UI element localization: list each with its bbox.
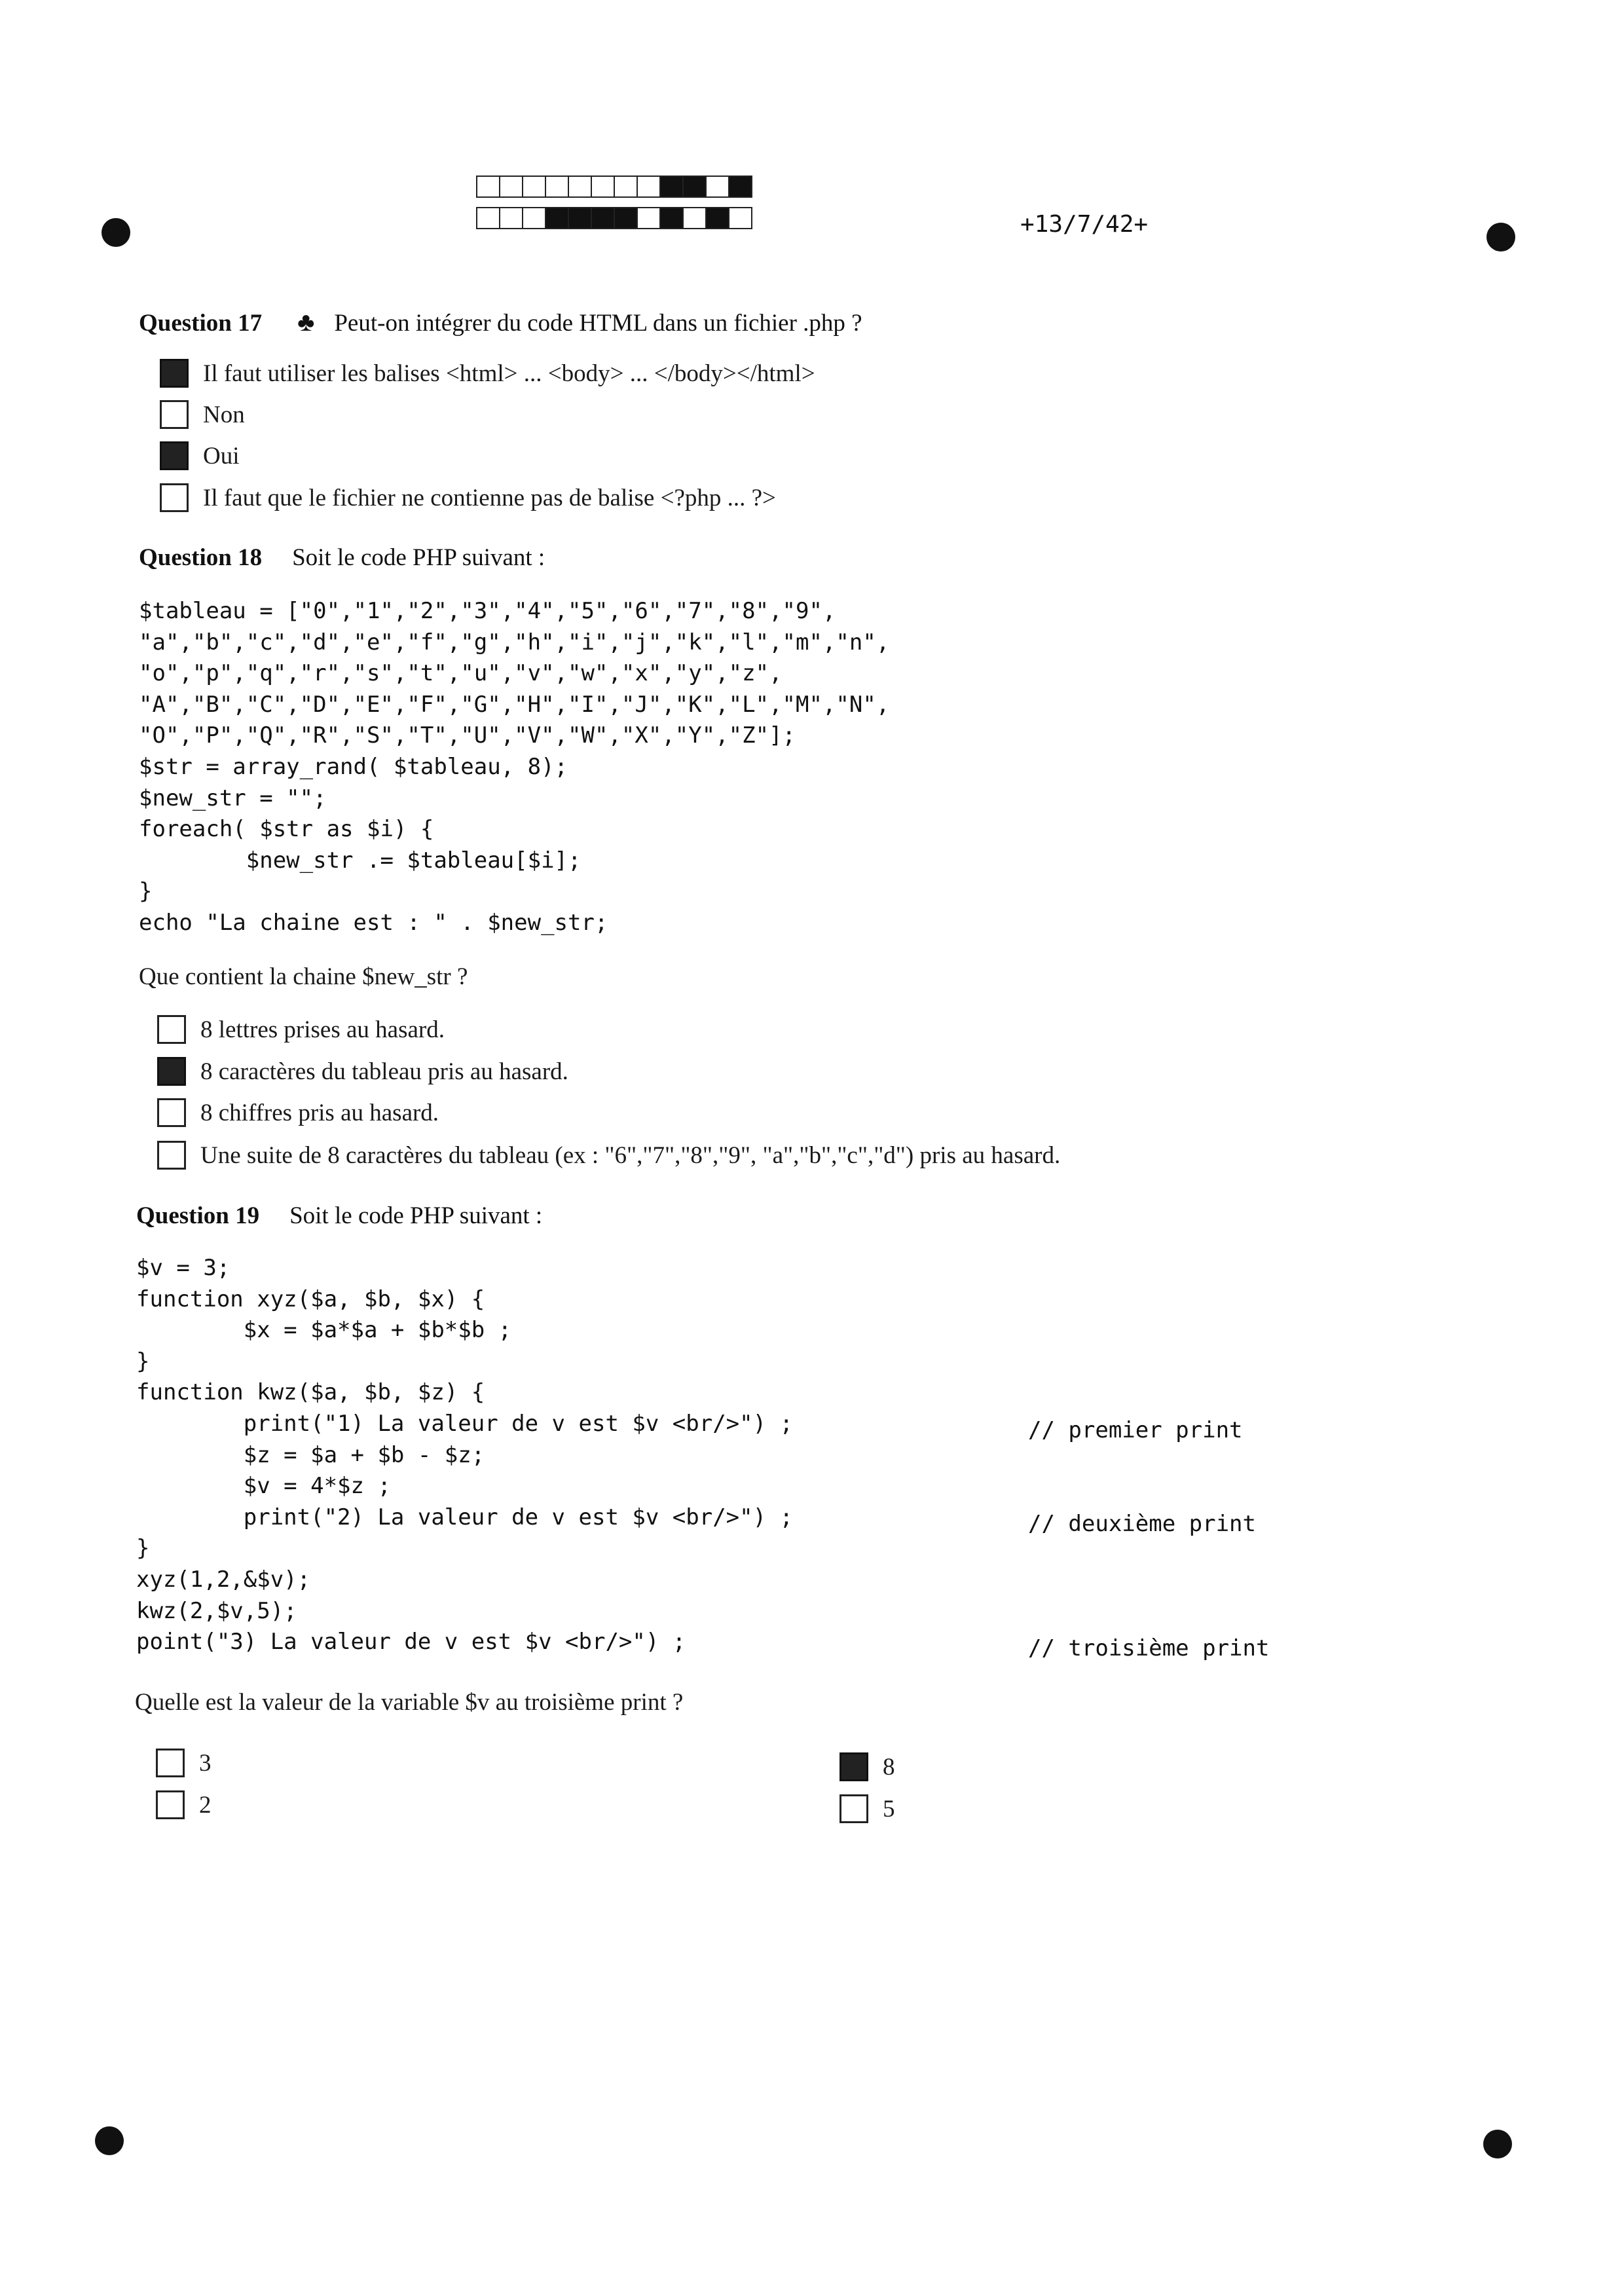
- id-bar-cell: [705, 207, 729, 229]
- q18-code-block: $tableau = ["0","1","2","3","4","5","6","7","8","9", "a","b","c","d","e","f","g","h","i","j","k","l","m","n", "o","p","q","r","s","t","u","v","w","x","y","z", "A","B","C","D","E","F","G","H","I","J","K","L","M","N", "O","P","Q","R","S","T","U","V","W","X","Y","Z"]; $str = array_rand( $tableau, 8); $new_str = ""; foreach( $str as $i) { $new_str .= $tableau[$i]; } echo "La chaine est : " . $new_str;: [139, 598, 890, 936]
- registration-mark-bottom-right: [1483, 2130, 1512, 2158]
- q19-option-2[interactable]: [156, 1790, 212, 1819]
- option-label: 8 chiffres pris au hasard.: [200, 1099, 439, 1126]
- q17-option-1[interactable]: [160, 359, 815, 388]
- id-bar-bottom: [476, 207, 751, 229]
- id-bar-cell: [705, 176, 729, 198]
- checkbox[interactable]: [156, 1749, 185, 1777]
- id-bar-cell: [499, 176, 523, 198]
- q18-option-2[interactable]: [157, 1057, 568, 1086]
- id-bar-cell: [728, 176, 752, 198]
- question-number: Question 17: [139, 310, 263, 337]
- option-label: Il faut que le fichier ne contienne pas de balise <?php ... ?>: [203, 484, 776, 511]
- checkbox[interactable]: [157, 1057, 186, 1086]
- id-bar-cell: [522, 207, 546, 229]
- checkbox[interactable]: [840, 1794, 868, 1823]
- id-bar-cell: [614, 207, 638, 229]
- id-bar-cell: [591, 207, 615, 229]
- question-text: Soit le code PHP suivant :: [289, 1202, 543, 1229]
- id-bar-cell: [568, 176, 592, 198]
- question-19-title: [136, 1202, 542, 1230]
- q18-option-3[interactable]: [157, 1098, 439, 1127]
- id-bar-cell: [499, 207, 523, 229]
- id-bar-cell: [637, 207, 661, 229]
- q19-option-3[interactable]: [840, 1752, 895, 1781]
- id-bar-cell: [659, 207, 684, 229]
- option-label: 8 lettres prises au hasard.: [200, 1016, 445, 1043]
- comment-second-print: // deuxième print: [1028, 1511, 1256, 1537]
- q18-question: Que contient la chaine $new_str ?: [139, 963, 468, 990]
- registration-mark-top-right: [1486, 223, 1515, 251]
- question-17-title: [139, 306, 862, 337]
- id-bar-cell: [545, 207, 569, 229]
- q17-option-3[interactable]: [160, 441, 240, 470]
- option-label: 2: [199, 1791, 212, 1819]
- option-label: 8: [883, 1753, 895, 1781]
- id-bar-cell: [637, 176, 661, 198]
- q18-option-1[interactable]: [157, 1015, 445, 1044]
- id-bar-cell: [728, 207, 752, 229]
- option-label: 8 caractères du tableau pris au hasard.: [200, 1058, 568, 1085]
- id-bar-cell: [659, 176, 684, 198]
- q19-code-block: $v = 3; function xyz($a, $b, $x) { $x = $a*$a + $b*$b ; } function kwz($a, $b, $z) { print("1) La valeur de v est $v <br/>") ; $z = $a + $b - $z; $v = 4*$z ; print("2) La valeur de v est $v <br/>") ; } xyz(1,2,&$v); kwz(2,$v,5); point("3) La valeur de v est $v <br/>") ;: [136, 1255, 794, 1656]
- id-bar-cell: [614, 176, 638, 198]
- option-label: 5: [883, 1795, 895, 1823]
- question-text: Soit le code PHP suivant :: [292, 544, 545, 571]
- checkbox[interactable]: [160, 483, 189, 512]
- checkbox[interactable]: [157, 1015, 186, 1044]
- option-label: Non: [203, 401, 245, 428]
- question-text: Peut-on intégrer du code HTML dans un fichier .php ?: [334, 310, 862, 337]
- checkbox[interactable]: [157, 1141, 186, 1170]
- id-bar-cell: [568, 207, 592, 229]
- question-number: Question 18: [139, 544, 263, 571]
- option-label: 3: [199, 1749, 212, 1777]
- option-label: Oui: [203, 442, 240, 470]
- q17-option-2[interactable]: [160, 400, 245, 429]
- q18-option-4[interactable]: [157, 1141, 1060, 1170]
- q19-option-1[interactable]: [156, 1749, 212, 1777]
- checkbox[interactable]: [157, 1098, 186, 1127]
- id-bar-cell: [476, 176, 500, 198]
- q17-option-4[interactable]: [160, 483, 776, 512]
- question-18-title: [139, 544, 545, 572]
- id-bar-cell: [682, 176, 707, 198]
- id-bar-cell: [476, 207, 500, 229]
- q19-option-4[interactable]: [840, 1794, 895, 1823]
- question-number: Question 19: [136, 1202, 260, 1229]
- checkbox[interactable]: [160, 359, 189, 388]
- comment-first-print: // premier print: [1028, 1417, 1243, 1443]
- checkbox[interactable]: [156, 1790, 185, 1819]
- registration-mark-bottom-left: [95, 2126, 124, 2155]
- id-bar-cell: [522, 176, 546, 198]
- q19-question: Quelle est la valeur de la variable $v au troisième print ?: [135, 1689, 684, 1716]
- id-bar-top: [476, 176, 751, 198]
- id-bar-cell: [545, 176, 569, 198]
- registration-mark-top-left: [101, 218, 130, 247]
- sheet-code: +13/7/42+: [1020, 211, 1149, 238]
- checkbox[interactable]: [160, 441, 189, 470]
- id-bar-cell: [682, 207, 707, 229]
- option-label: Une suite de 8 caractères du tableau (ex : "6","7","8","9", "a","b","c","d") pris au hasard.: [200, 1141, 1061, 1169]
- club-icon: ♣: [297, 307, 315, 337]
- id-bar-cell: [591, 176, 615, 198]
- checkbox[interactable]: [160, 400, 189, 429]
- checkbox[interactable]: [840, 1752, 868, 1781]
- option-label: Il faut utiliser les balises <html> ... <body> ... </body></html>: [203, 360, 815, 387]
- comment-third-print: // troisième print: [1028, 1635, 1270, 1661]
